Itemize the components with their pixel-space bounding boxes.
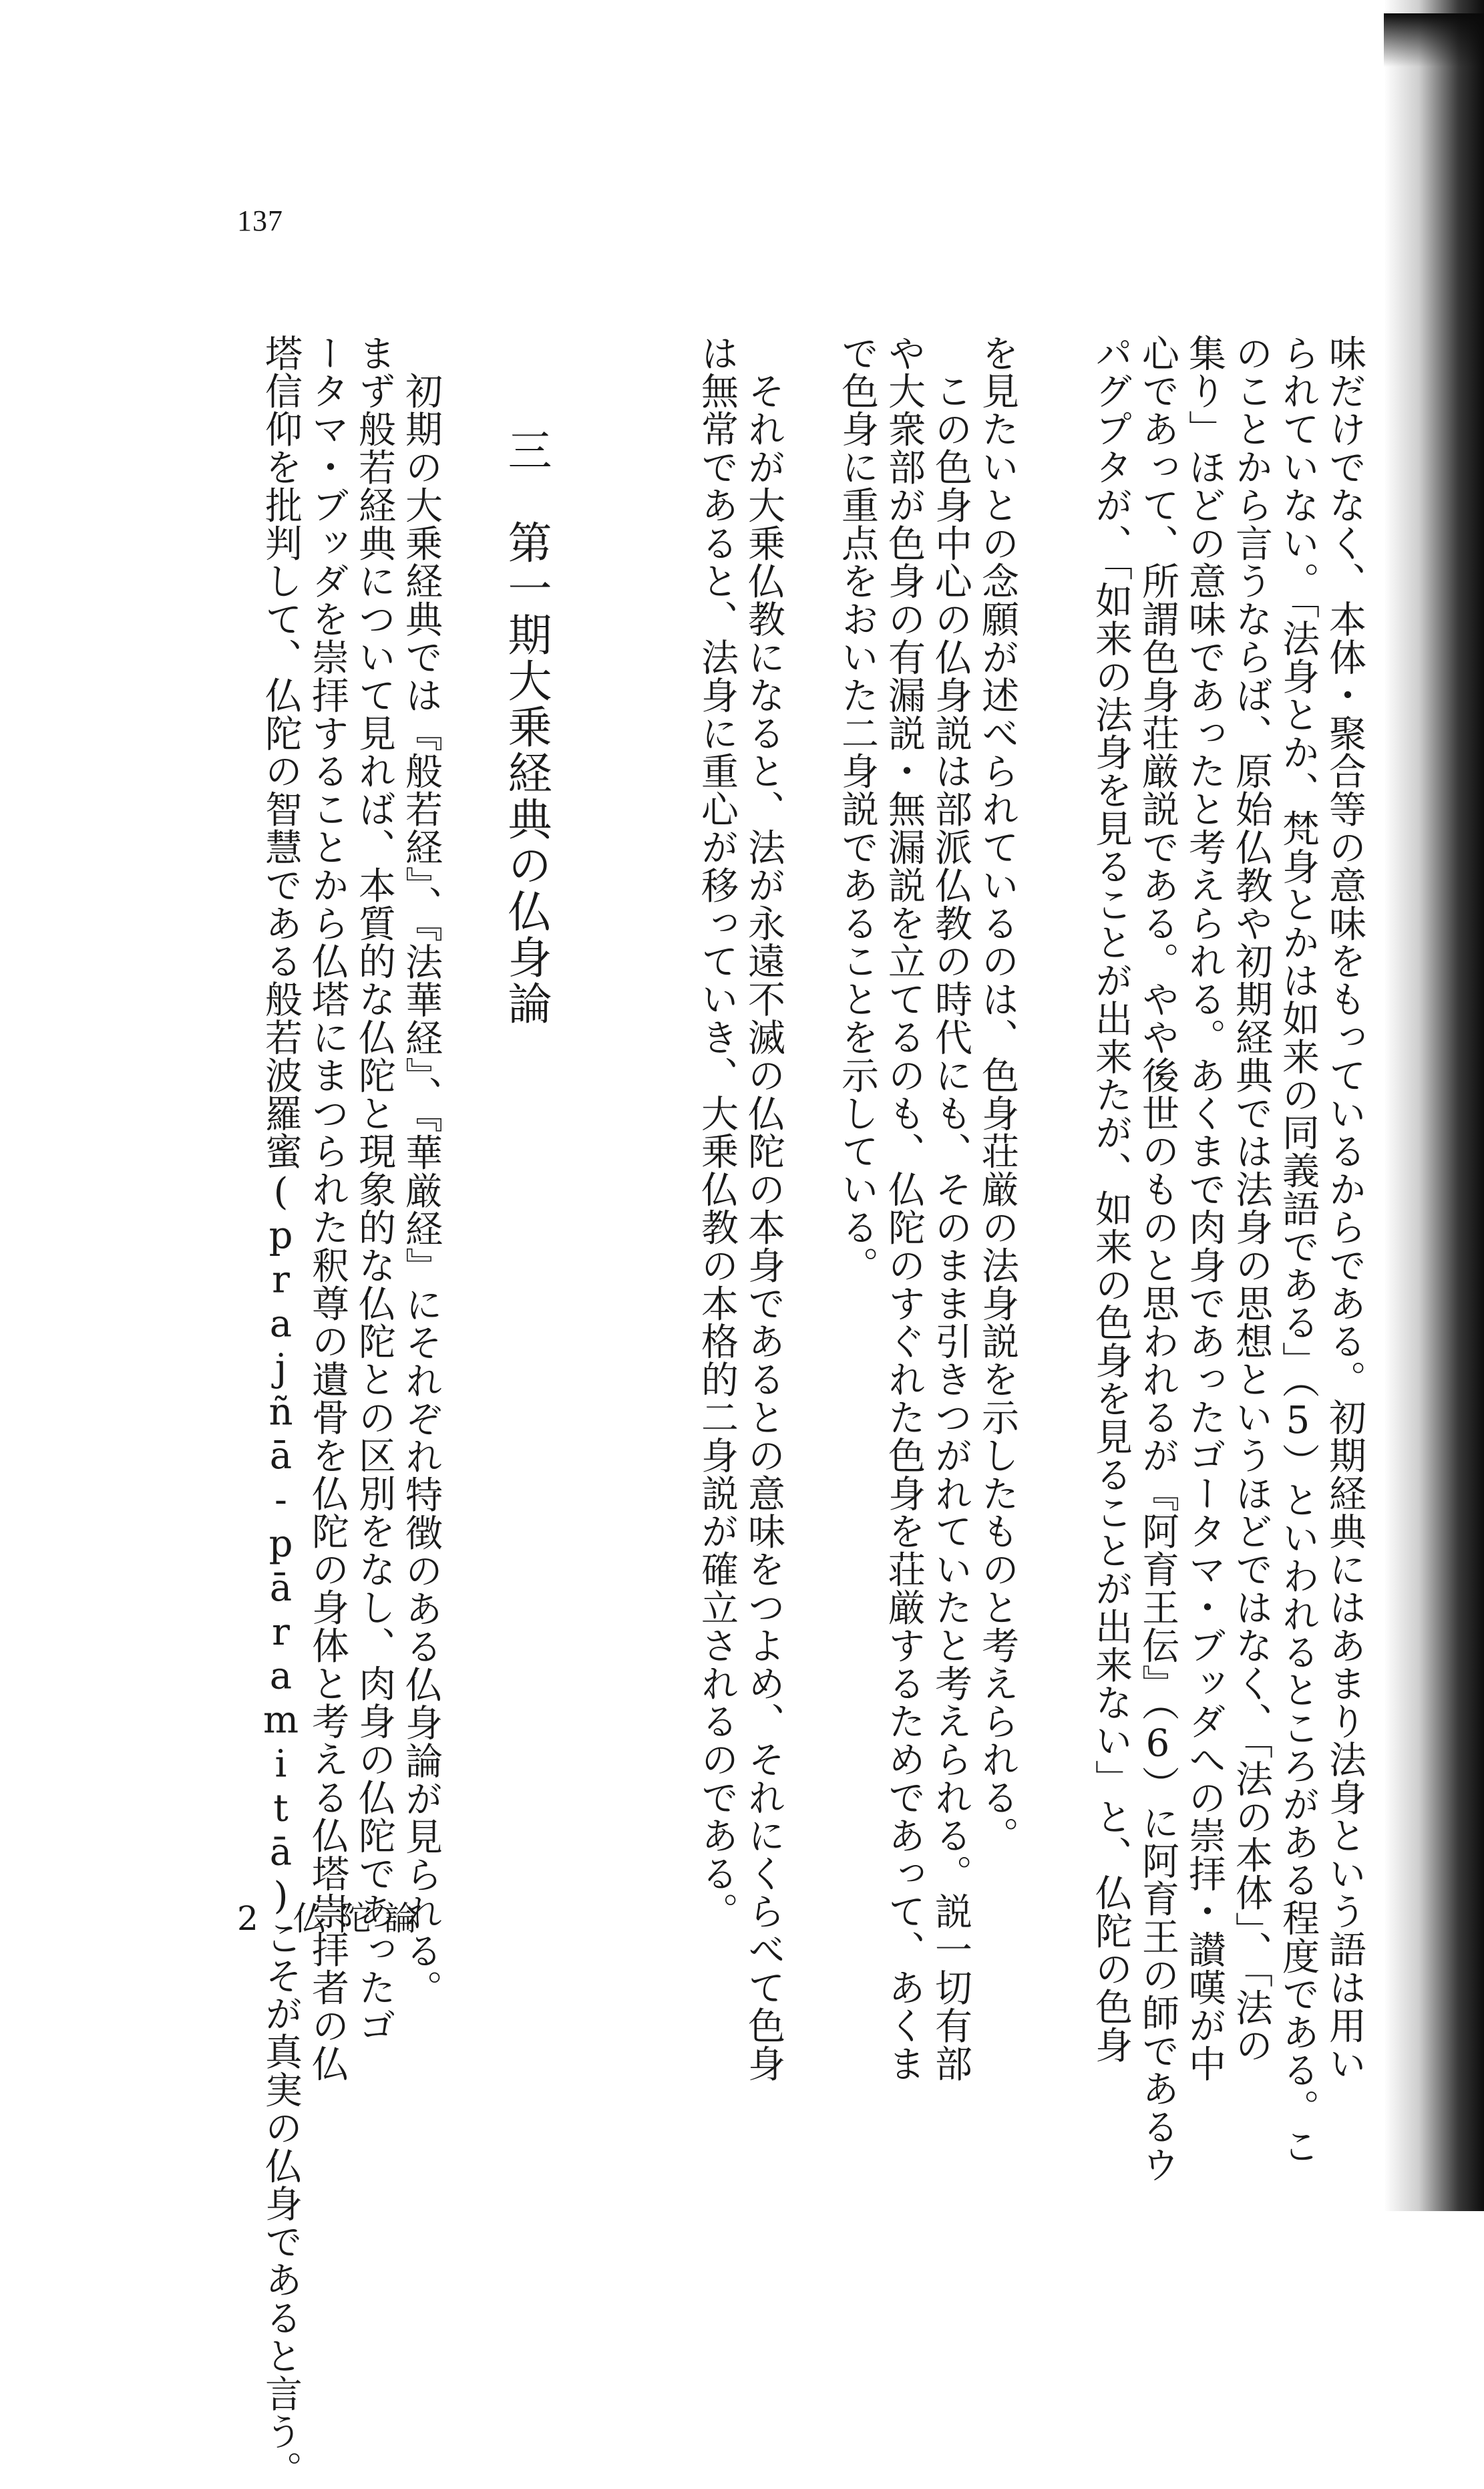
text-column-6: パグプタが、「如来の法身を見ることが出来たが、如来の色身を見ることが出来ない」と、仏陀の色身: [1089, 334, 1133, 2064]
page-edge-shadow-top: [1384, 13, 1484, 67]
text-column-3: のことから言うならば、原始仏教や初期経典では法身の思想というほどではなく、「法の本体」、「法の: [1230, 334, 1273, 2065]
text-column-1: 味だけでなく、本体・聚合等の意味をもっているからである。初期経典にはあまり法身という語は用い: [1323, 334, 1366, 2083]
text-column-15: ータマ・ブッダを崇拝することから仏塔にまつられた釈尊の遺骨を仏陀の身体と考える仏塔崇拝者の仏: [306, 334, 349, 2083]
text-column-16: 塔信仰を批判して、仏陀の智慧である般若波羅蜜(prajñā-pāramitā)こそが真実の仏身であると言う。: [259, 334, 303, 2489]
section-heading: 三 第一期大乗経典の仏身論: [500, 428, 552, 1027]
running-footer: 2 仏陀論: [237, 1899, 429, 1938]
page-number: 137: [237, 204, 283, 237]
text-column-2: られていない。「法身とか、梵身とかは如来の同義語である」（5）といわれるところがある程度である。こ: [1276, 334, 1320, 2166]
text-column-12: は無常であると、法身に重心が移っていき、大乗仏教の本格的二身説が確立されるのである。: [695, 334, 739, 1931]
text-column-7: を見たいとの念願が述べられているのは、色身荘厳の法身説を示したものと考えられる。: [976, 334, 1019, 1854]
text-column-10: で色身に重点をおいた二身説であることを示している。: [836, 334, 879, 1285]
text-column-8: この色身中心の仏身説は部派仏教の時代にも、そのまま引きつがれていたと考えられる。説一切有部: [929, 334, 972, 2083]
page-edge-shadow: [1384, 0, 1484, 2211]
text-column-11: それが大乗仏教になると、法が永遠不滅の仏陀の本身であるとの意味をつよめ、それにくらべて色身: [742, 334, 785, 2083]
text-column-13: 初期の大乗経典では『般若経』、『法華経』、『華厳経』にそれぞれ特徴のある仏身論が見られる。: [399, 334, 443, 2008]
text-column-14: まず般若経典について見れば、本質的な仏陀と現象的な仏陀との区別をなし、肉身の仏陀であったゴ: [353, 334, 396, 2045]
text-column-4: 集り」ほどの意味であったと考えられる。あくまで肉身であったゴータマ・ブッダへの崇拝・讃嘆が中: [1183, 334, 1226, 2083]
text-column-5: 心であって、所謂色身荘厳説である。やや後世のものと思われるが『阿育王伝』（6）に阿育王の師であるウ: [1136, 334, 1179, 2184]
text-column-9: や大衆部が色身の有漏説・無漏説を立てるのも、仏陀のすぐれた色身を荘厳するためであって、あくま: [882, 334, 926, 2083]
